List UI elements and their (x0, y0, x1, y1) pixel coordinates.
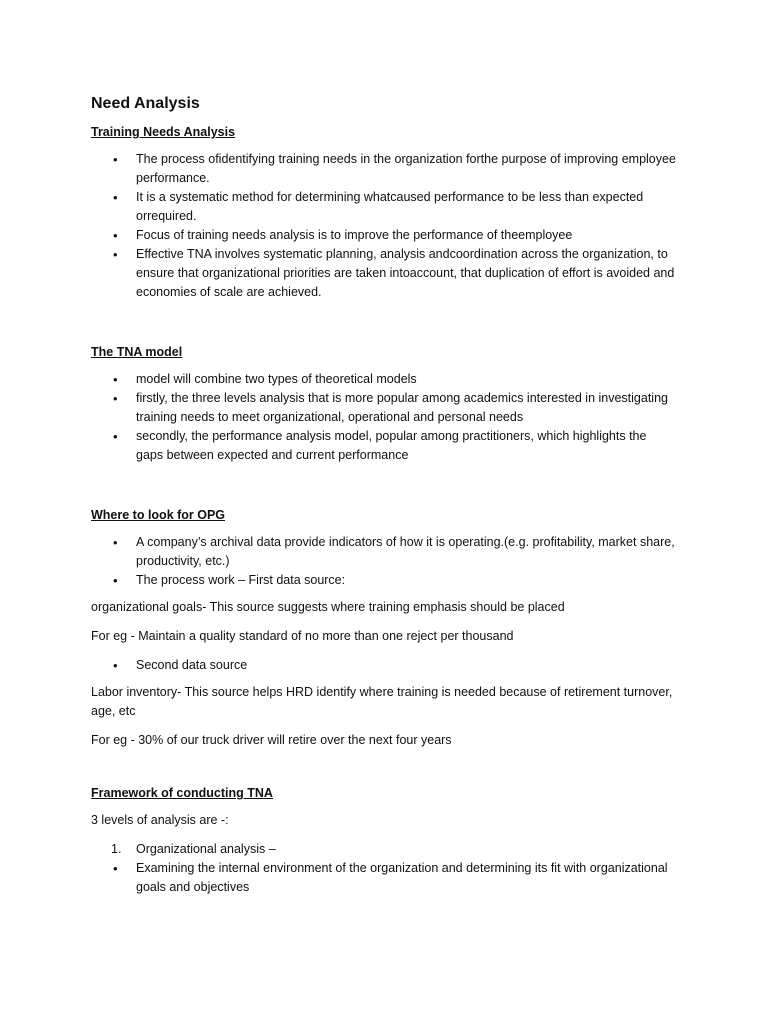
paragraph: For eg - Maintain a quality standard of no more than one reject per thousand (91, 629, 514, 643)
list-item: • It is a systematic method for determining whatcaused performance to be less than expected orrequired. (91, 188, 676, 226)
opg-bullet-list (91, 533, 676, 590)
list-item: • A company’s archival data provide indicators of how it is operating.(e.g. profitability, market share, productivity, etc.) (91, 533, 676, 571)
paragraph: For eg - 30% of our truck driver will retire over the next four years (91, 733, 452, 747)
list-item: • secondly, the performance analysis model, popular among practitioners, which highlights the gaps between expected and current performance (91, 427, 676, 465)
list-item: • firstly, the three levels analysis that is more popular among academics interested in investigating training needs to meet organizational, operational and personal needs (91, 389, 676, 427)
list-item-text: Organizational analysis – (136, 842, 276, 856)
opg-second-bullet-list (91, 656, 676, 675)
paragraph: 3 levels of analysis are -: (91, 813, 229, 827)
list-item: • The process work – First data source: (91, 571, 676, 590)
tna-bullet-list (91, 150, 676, 302)
list-item: • Examining the internal environment of the organization and determining its fit with organizational goals and objectives (91, 859, 676, 897)
numbered-item (91, 840, 676, 859)
list-item: • The process ofidentifying training needs in the organization forthe purpose of improving employee performance. (91, 150, 676, 188)
list-item: • Effective TNA involves systematic planning, analysis andcoordination across the organization, to ensure that organizational priorities are taken intoaccount, that duplication of effort is avoided and economies of scale are achieved. (91, 245, 676, 302)
section-heading-tna: Training Needs Analysis (91, 125, 236, 139)
document-body (91, 93, 676, 905)
paragraph: organizational goals- This source suggests where training emphasis should be placed (91, 600, 565, 614)
framework-numbered-list (91, 840, 676, 897)
list-item: • Focus of training needs analysis is to improve the performance of theemployee (91, 226, 676, 245)
list-item: • Second data source (91, 656, 676, 675)
document-title: Need Analysis (91, 95, 200, 112)
tna-model-bullet-list (91, 370, 676, 465)
section-heading-tna-model: The TNA model (91, 345, 183, 359)
list-number: 1. (111, 842, 122, 856)
section-heading-framework: Framework of conducting TNA (91, 786, 273, 800)
section-heading-opg: Where to look for OPG (91, 508, 226, 522)
list-item: • model will combine two types of theoretical models (91, 370, 676, 389)
paragraph: Labor inventory- This source helps HRD identify where training is needed because of retirement turnover, age, etc (91, 685, 673, 718)
